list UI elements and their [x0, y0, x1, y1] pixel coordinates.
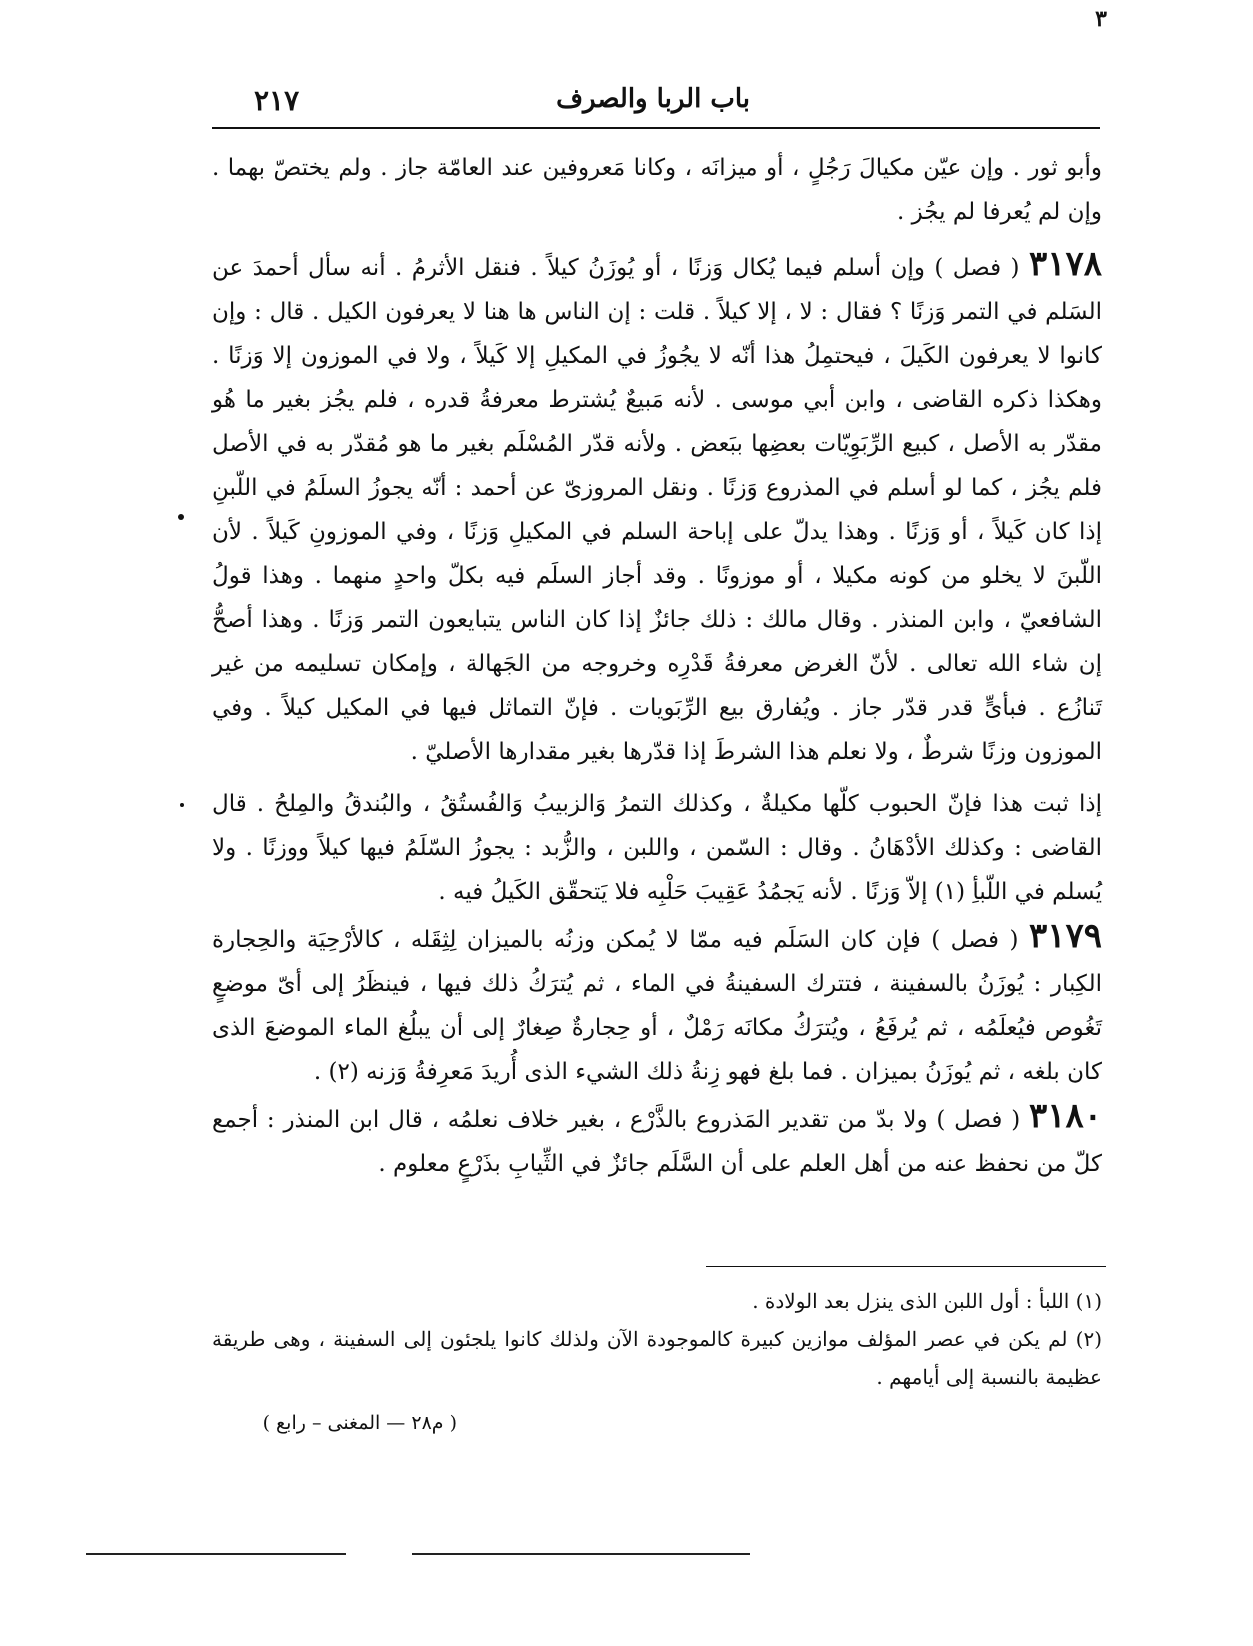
section-number: ٣١٨٠ — [1028, 1096, 1102, 1136]
section-text: ( فصل ) فإن كان السَلَم فيه ممّا لا يُمكن وزنُه بالميزان لِثِقَله ، كالأرْحِيَة والحِجارة الكِبار : يُوزَنُ بالسفينة ، فتترك السفينةُ في الماء ، ثم يُترَكُ ذلك فيها ، فينظَرُ إلى أىّ موضعٍ تَغُوص فيُعلَمُه ، ثم يُرفَعُ ، ويُترَكُ مكانَه رَمْلٌ ، أو حِجارةٌ صِغارٌ إلى أن يبلُغ الماء الموضعَ الذى كان بلغه ، ثم يُوزَنُ بميزان . فما بلغ فهو زِنةُ ذلك الشيء الذى أُريدَ مَعرِفةُ وَزنه (٢) . — [212, 927, 1102, 1085]
footnote-1: (١) اللبأ : أول اللبن الذى ينزل بعد الولادة . — [752, 1289, 1102, 1313]
section-3180 — [212, 1094, 1102, 1186]
footnote-2: (٢) لم يكن في عصر المؤلف موازين كبيرة كالموجودة الآن ولذلك كانوا يلجئون إلى السفينة ، وهى طريقة عظيمة بالنسبة إلى أيامهم . — [212, 1327, 1102, 1389]
chapter-title: باب الربا والصرف — [556, 84, 750, 114]
running-head — [212, 84, 1100, 130]
margin-dot — [178, 514, 184, 520]
margin-dot — [180, 803, 184, 807]
section-3179 — [212, 914, 1102, 1094]
body-text — [212, 146, 1102, 1186]
header-rule — [212, 127, 1100, 129]
corner-mark: ٣ — [1095, 6, 1107, 32]
printer-signature: ( م٢٨ — المغنى – رابع ) — [262, 1412, 457, 1434]
section-text: ( فصل ) ولا بدّ من تقدير المَذروع بالذَّرْع ، بغير خلاف نعلمُه ، قال ابن المنذر : أجمع كلّ من نحفظ عنه من أهل العلم على أن السَّلَم جائزٌ في الثِّيابِ بذَرْعٍ معلوم . — [212, 1107, 1102, 1177]
page-number: ٢١٧ — [254, 84, 300, 117]
paragraph-continuation: وأبو ثور . وإن عيّن مكيالَ رَجُلٍ ، أو ميزانَه ، وكانا مَعروفين عند العامّة جاز . ولم يختصّ بهما . وإن لم يُعرفا لم يجُز . — [212, 155, 1103, 225]
paragraph-hubub: إذا ثبت هذا فإنّ الحبوب كلّها مكيلةٌ ، وكذلك التمرُ وَالزبيبُ وَالفُستُقُ ، والبُندقُ والمِلحُ . قال القاضى : وكذلك الأدْهَانُ . وقال : السّمن ، واللبن ، والزُّبد : يجوزُ السّلَمُ فيها كيلاً ووزنًا . ولا يُسلم في اللّبأِ (١) إلاّ وَزنًا . لأنه يَجمُدُ عَقِيبَ حَلْبِه فلا يَتحقّق الكَيلُ فيه . — [212, 791, 1102, 905]
bottom-rule — [412, 1553, 750, 1555]
section-3178 — [212, 242, 1102, 774]
footnotes — [212, 1282, 1102, 1396]
footnote-rule — [706, 1266, 1106, 1267]
bottom-rule — [86, 1553, 346, 1555]
section-text: ( فصل ) وإن أسلم فيما يُكال وَزنًا ، أو يُوزَنُ كيلاً . فنقل الأثرمُ . أنه سأل أحمدَ عن السَلم في التمر وَزنًا ؟ فقال : لا ، إلا كيلاً . قلت : إن الناس ها هنا لا يعرفون الكيل . قال : وإن كانوا لا يعرفون الكَيلَ ، فيحتمِلُ هذا أنّه لا يجُوزُ في المكيلِ إلا كَيلاً ، ولا في الموزون إلا وَزنًا . وهكذا ذكره القاضى ، وابن أبي موسى . لأنه مَبيعٌ يُشترط معرفةُ قدره ، فلم يجُز بغير ما هُو مقدّر به الأصل ، كبيع الرِّبَوِيّات بعضِها ببَعض . ولأنه قدّر المُسْلَم بغير ما هو مُقدّر به في الأصل فلم يجُز ، كما لو أسلم في المذروع وَزنًا . ونقل المروزىّ عن أحمد : أنّه يجوزُ السلَمُ في اللّبنِ إذا كان كَيلاً ، أو وَزنًا . وهذا يدلّ على إباحة السلم في المكيلِ وَزنًا ، وفي الموزونِ كَيلاً . لأن اللّبنَ لا يخلو من كونه مكيلا ، أو موزونًا . وقد أجاز السلَم فيه بكلّ واحدٍ منهما . وهذا قولُ الشافعيّ ، وابن المنذر . وقال مالك : ذلك جائزٌ إذا كان الناس يتبايعون التمر وَزنًا . وهذا أصحُّ إن شاء الله تعالى . لأنّ الغرض معرفةُ قَدْرِه وخروجه من الجَهالة ، وإمكان تسليمه من غير تَنازُع . فبأىٍّ قدر قدّر جاز . ويُفارق بيع الرِّبَويات . فإنّ التماثل فيها في المكيل كيلاً . وفي الموزون وزنًا شرطٌ ، ولا نعلم هذا الشرطَ إذا قدّرها بغير مقدارها الأصليّ . — [212, 255, 1102, 765]
section-number: ٣١٧٩ — [1028, 916, 1102, 956]
section-number: ٣١٧٨ — [1028, 244, 1102, 284]
